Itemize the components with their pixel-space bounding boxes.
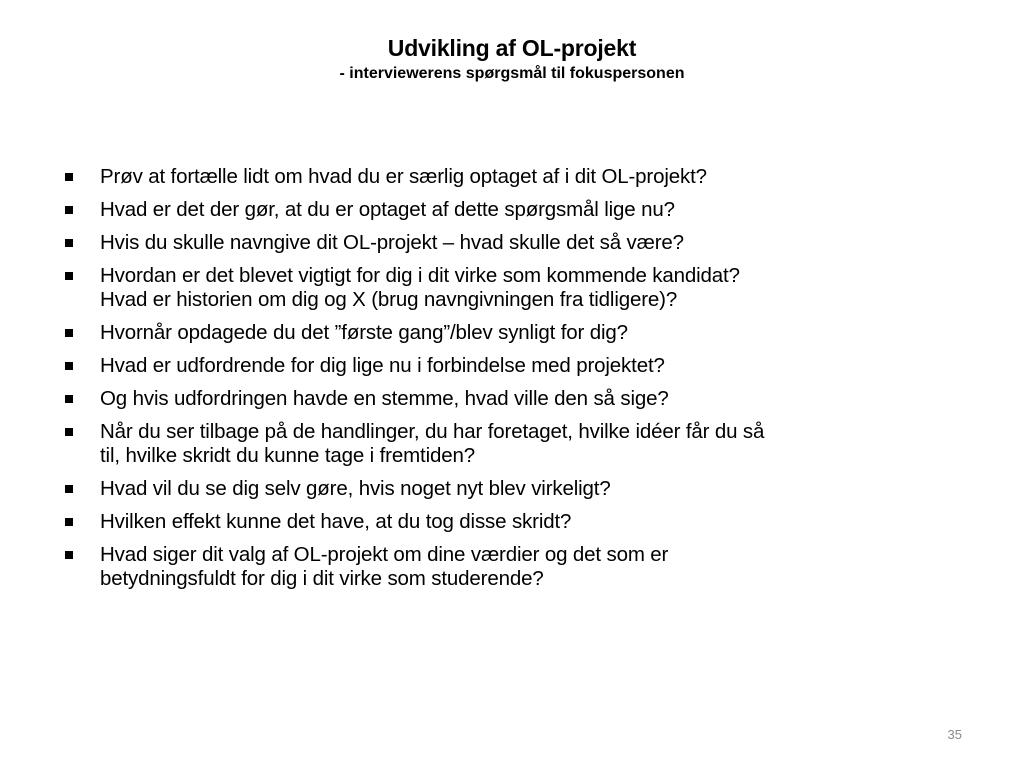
bullet-item xyxy=(62,264,982,312)
bullet-item xyxy=(62,420,982,468)
bullet-item xyxy=(62,387,982,411)
square-bullet-icon xyxy=(65,173,73,181)
bullet-item xyxy=(62,231,982,255)
square-bullet-icon xyxy=(65,518,73,526)
title-block xyxy=(0,34,1024,85)
bullet-text-line: Hvad er udfordrende for dig lige nu i forbindelse med projektet? xyxy=(100,354,665,377)
bullet-item xyxy=(62,321,982,345)
square-bullet-icon xyxy=(65,485,73,493)
bullet-list xyxy=(62,165,982,600)
bullet-text-line: Hvad er historien om dig og X (brug navngivningen fra tidligere)? xyxy=(100,288,678,311)
square-bullet-icon xyxy=(65,206,73,214)
bullet-item xyxy=(62,198,982,222)
bullet-text-line: Hvordan er det blevet vigtigt for dig i dit virke som kommende kandidat? xyxy=(100,264,740,287)
bullet-text-line: til, hvilke skridt du kunne tage i fremtiden? xyxy=(100,444,475,467)
bullet-item xyxy=(62,477,982,501)
square-bullet-icon xyxy=(65,272,73,280)
square-bullet-icon xyxy=(65,362,73,370)
bullet-text-line: Hvilken effekt kunne det have, at du tog disse skridt? xyxy=(100,510,572,533)
slide-number: 35 xyxy=(947,727,962,742)
bullet-text-line: Og hvis udfordringen havde en stemme, hvad ville den så sige? xyxy=(100,387,669,410)
bullet-item xyxy=(62,510,982,534)
bullet-text-line: Hvad vil du se dig selv gøre, hvis noget nyt blev virkeligt? xyxy=(100,477,611,500)
bullet-text-line: betydningsfuldt for dig i dit virke som studerende? xyxy=(100,567,544,590)
bullet-text-line: Prøv at fortælle lidt om hvad du er særlig optaget af i dit OL-projekt? xyxy=(100,165,707,188)
bullet-text-line: Hvornår opdagede du det ”første gang”/blev synligt for dig? xyxy=(100,321,628,344)
square-bullet-icon xyxy=(65,239,73,247)
slide-subtitle: - interviewerens spørgsmål til fokuspersonen xyxy=(339,65,685,82)
bullet-item xyxy=(62,543,982,591)
bullet-text-line: Hvis du skulle navngive dit OL-projekt – hvad skulle det så være? xyxy=(100,231,684,254)
square-bullet-icon xyxy=(65,428,73,436)
square-bullet-icon xyxy=(65,395,73,403)
bullet-text-line: Når du ser tilbage på de handlinger, du har foretaget, hvilke idéer får du så xyxy=(100,420,765,443)
square-bullet-icon xyxy=(65,329,73,337)
bullet-item xyxy=(62,354,982,378)
bullet-item xyxy=(62,165,982,189)
bullet-text-line: Hvad er det der gør, at du er optaget af dette spørgsmål lige nu? xyxy=(100,198,675,221)
slide-title: Udvikling af OL-projekt xyxy=(387,35,637,61)
bullet-text-line: Hvad siger dit valg af OL-projekt om dine værdier og det som er xyxy=(100,543,669,566)
square-bullet-icon xyxy=(65,551,73,559)
